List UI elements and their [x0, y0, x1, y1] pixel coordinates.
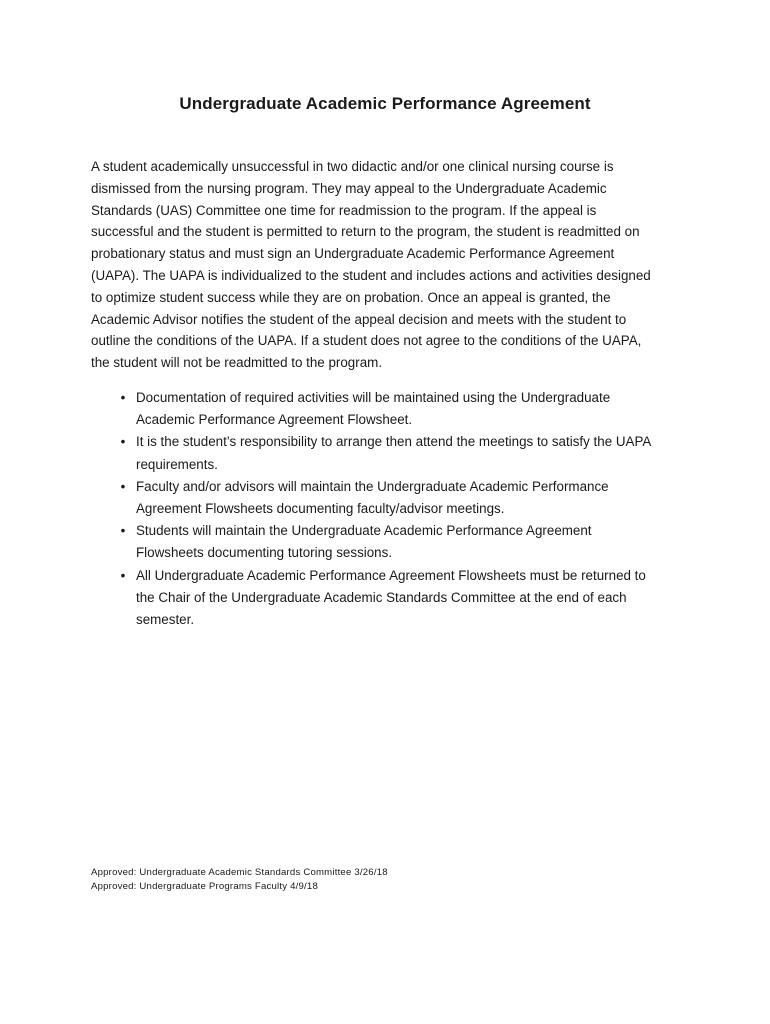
intro-line: successful and the student is permitted to return to the program, the student is readmitted on [91, 224, 640, 240]
list-item-line: All Undergraduate Academic Performance Agreement Flowsheets must be returned to [136, 567, 646, 583]
intro-line: dismissed from the nursing program. They may appeal to the Undergraduate Academic [91, 180, 607, 196]
bullet-icon: • [120, 523, 126, 539]
list-item-line: semester. [136, 612, 195, 628]
list-item [91, 520, 691, 564]
list-item [91, 387, 691, 431]
approval-line: Approved: Undergraduate Programs Faculty 4/9/18 [91, 881, 318, 892]
intro-line: outline the conditions of the UAPA. If a student does not agree to the conditions of the UAPA, [91, 333, 642, 349]
list-item [91, 565, 691, 632]
list-item-line: It is the student’s responsibility to arrange then attend the meetings to satisfy the UAPA [136, 434, 652, 450]
intro-line: A student academically unsuccessful in two didactic and/or one clinical nursing course is [91, 159, 614, 174]
approval-line: Approved: Undergraduate Academic Standards Committee 3/26/18 [91, 867, 388, 878]
intro-line: Standards (UAS) Committee one time for readmission to the program. If the appeal is [91, 202, 597, 218]
list-item [91, 476, 691, 520]
list-item-line: Academic Performance Agreement Flowsheet. [136, 412, 413, 428]
bullet-icon: • [120, 567, 126, 583]
list-item-line: Students will maintain the Undergraduate Academic Performance Agreement [136, 523, 592, 539]
list-item-line: Documentation of required activities will be maintained using the Undergraduate [136, 390, 611, 405]
requirements-list [91, 387, 691, 631]
bullet-icon: • [120, 434, 126, 450]
intro-line: Academic Advisor notifies the student of the appeal decision and meets with the student to [91, 311, 627, 327]
intro-line: probationary status and must sign an Undergraduate Academic Performance Agreement [91, 246, 615, 262]
intro-line: the student will not be readmitted to the program. [91, 355, 383, 371]
intro-line: (UAPA). The UAPA is individualized to the student and includes actions and activities designed [91, 267, 651, 283]
document-title: Undergraduate Academic Performance Agreement [179, 94, 591, 113]
list-item-line: requirements. [136, 456, 218, 472]
list-item-line: the Chair of the Undergraduate Academic Standards Committee at the end of each [136, 589, 627, 605]
bullet-icon: • [120, 390, 126, 405]
list-item-line: Faculty and/or advisors will maintain the Undergraduate Academic Performance [136, 478, 609, 494]
intro-paragraph [91, 156, 681, 374]
list-item [91, 431, 691, 475]
intro-line: to optimize student success while they are on probation. Once an appeal is granted, the [91, 289, 611, 305]
approval-footer [91, 866, 388, 894]
list-item-line: Flowsheets documenting tutoring sessions. [136, 545, 393, 561]
list-item-line: Agreement Flowsheets documenting faculty/advisor meetings. [136, 501, 505, 517]
bullet-icon: • [120, 478, 126, 494]
